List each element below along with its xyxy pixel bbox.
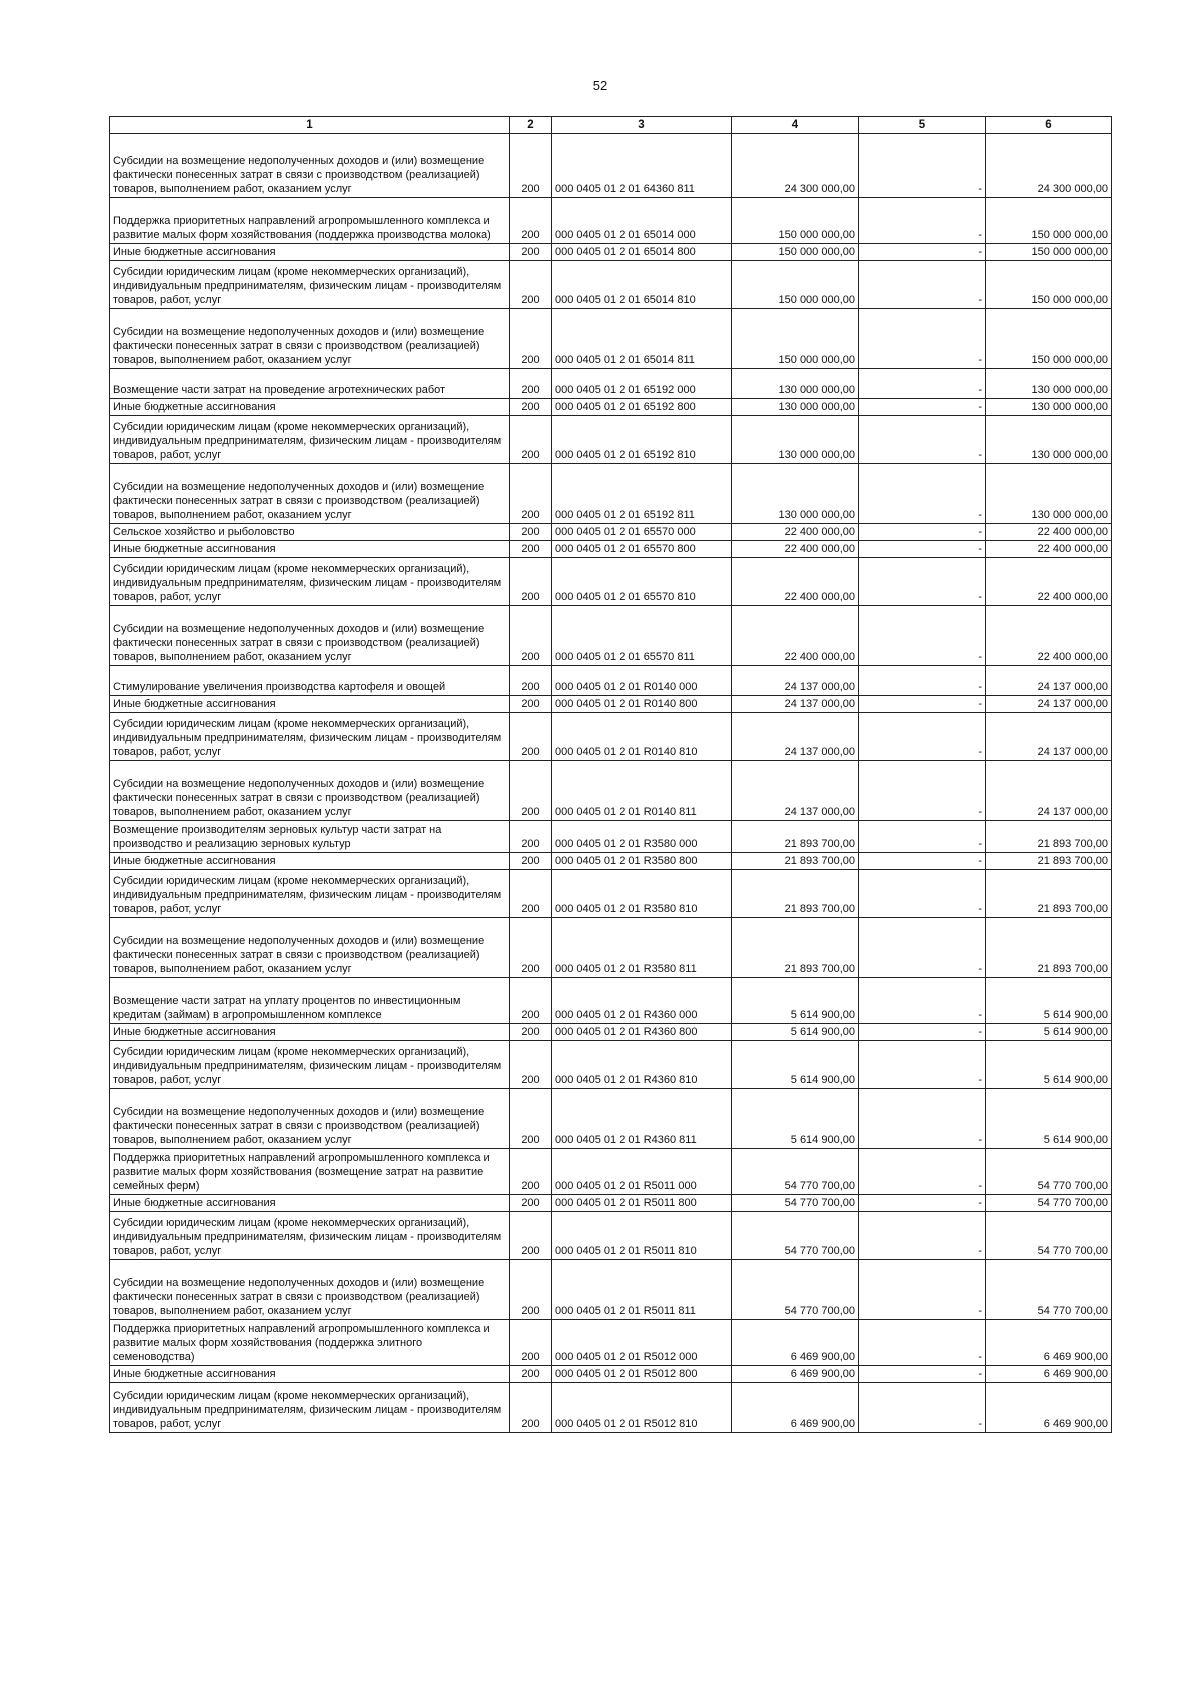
row-amount-col4: 22 400 000,00 bbox=[732, 524, 859, 541]
table-row bbox=[110, 198, 1112, 244]
row-classification-code: 000 0405 01 2 01 R5012 000 bbox=[552, 1320, 732, 1366]
row-amount-col6: 130 000 000,00 bbox=[986, 416, 1112, 464]
header-col-5: 5 bbox=[859, 117, 986, 134]
row-name: Субсидии юридическим лицам (кроме некоммерческих организаций), индивидуальным предпринимателям, физическим лицам - производителям товаров, работ, услуг bbox=[110, 1041, 510, 1089]
row-name: Субсидии на возмещение недополученных доходов и (или) возмещение фактически понесенных затрат в связи с производством (реализацией) товаров, выполнением работ, оказанием услуг bbox=[110, 309, 510, 369]
row-admin-code: 200 bbox=[510, 309, 552, 369]
table-row bbox=[110, 134, 1112, 198]
table-row bbox=[110, 870, 1112, 918]
row-name: Субсидии на возмещение недополученных доходов и (или) возмещение фактически понесенных затрат в связи с производством (реализацией) товаров, выполнением работ, оказанием услуг bbox=[110, 134, 510, 198]
row-amount-col6: 24 137 000,00 bbox=[986, 696, 1112, 713]
row-name: Иные бюджетные ассигнования bbox=[110, 244, 510, 261]
row-amount-col5: - bbox=[859, 134, 986, 198]
row-classification-code: 000 0405 01 2 01 65192 000 bbox=[552, 369, 732, 399]
row-classification-code: 000 0405 01 2 01 R3580 800 bbox=[552, 853, 732, 870]
table-row bbox=[110, 821, 1112, 853]
row-name: Поддержка приоритетных направлений агропромышленного комплекса и развитие малых форм хозяйствования (поддержка производства молока) bbox=[110, 198, 510, 244]
row-classification-code: 000 0405 01 2 01 R0140 811 bbox=[552, 761, 732, 821]
row-classification-code: 000 0405 01 2 01 R5011 800 bbox=[552, 1195, 732, 1212]
row-amount-col5: - bbox=[859, 369, 986, 399]
row-amount-col5: - bbox=[859, 918, 986, 978]
row-amount-col4: 130 000 000,00 bbox=[732, 464, 859, 524]
table-row bbox=[110, 978, 1112, 1024]
row-amount-col4: 21 893 700,00 bbox=[732, 870, 859, 918]
row-amount-col5: - bbox=[859, 821, 986, 853]
row-classification-code: 000 0405 01 2 01 R3580 000 bbox=[552, 821, 732, 853]
row-admin-code: 200 bbox=[510, 761, 552, 821]
row-admin-code: 200 bbox=[510, 1041, 552, 1089]
row-name: Субсидии юридическим лицам (кроме некоммерческих организаций), индивидуальным предпринимателям, физическим лицам - производителям товаров, работ, услуг bbox=[110, 1383, 510, 1433]
table-header-row bbox=[110, 117, 1112, 134]
row-admin-code: 200 bbox=[510, 821, 552, 853]
table-row bbox=[110, 369, 1112, 399]
row-admin-code: 200 bbox=[510, 1320, 552, 1366]
row-admin-code: 200 bbox=[510, 134, 552, 198]
row-classification-code: 000 0405 01 2 01 R3580 811 bbox=[552, 918, 732, 978]
row-amount-col5: - bbox=[859, 696, 986, 713]
header-col-4: 4 bbox=[732, 117, 859, 134]
row-amount-col5: - bbox=[859, 399, 986, 416]
table-row bbox=[110, 606, 1112, 666]
row-admin-code: 200 bbox=[510, 666, 552, 696]
row-classification-code: 000 0405 01 2 01 R4360 810 bbox=[552, 1041, 732, 1089]
row-amount-col5: - bbox=[859, 1366, 986, 1383]
header-col-6: 6 bbox=[986, 117, 1112, 134]
row-amount-col6: 5 614 900,00 bbox=[986, 1024, 1112, 1041]
row-amount-col6: 24 300 000,00 bbox=[986, 134, 1112, 198]
row-name: Субсидии юридическим лицам (кроме некоммерческих организаций), индивидуальным предпринимателям, физическим лицам - производителям товаров, работ, услуг bbox=[110, 416, 510, 464]
row-classification-code: 000 0405 01 2 01 64360 811 bbox=[552, 134, 732, 198]
row-admin-code: 200 bbox=[510, 399, 552, 416]
table-row bbox=[110, 1089, 1112, 1149]
row-admin-code: 200 bbox=[510, 541, 552, 558]
table-row bbox=[110, 713, 1112, 761]
row-amount-col5: - bbox=[859, 1260, 986, 1320]
row-amount-col6: 5 614 900,00 bbox=[986, 1041, 1112, 1089]
row-name: Субсидии на возмещение недополученных доходов и (или) возмещение фактически понесенных затрат в связи с производством (реализацией) товаров, выполнением работ, оказанием услуг bbox=[110, 1089, 510, 1149]
row-name: Возмещение производителям зерновых культур части затрат на производство и реализацию зерновых культур bbox=[110, 821, 510, 853]
row-amount-col5: - bbox=[859, 870, 986, 918]
table-row bbox=[110, 464, 1112, 524]
row-admin-code: 200 bbox=[510, 918, 552, 978]
header-col-1: 1 bbox=[110, 117, 510, 134]
table-row bbox=[110, 853, 1112, 870]
row-name: Субсидии на возмещение недополученных доходов и (или) возмещение фактически понесенных затрат в связи с производством (реализацией) товаров, выполнением работ, оказанием услуг bbox=[110, 606, 510, 666]
row-amount-col5: - bbox=[859, 309, 986, 369]
table-row bbox=[110, 1041, 1112, 1089]
budget-table bbox=[109, 116, 1112, 1433]
row-admin-code: 200 bbox=[510, 713, 552, 761]
row-amount-col5: - bbox=[859, 524, 986, 541]
row-amount-col6: 6 469 900,00 bbox=[986, 1383, 1112, 1433]
row-amount-col5: - bbox=[859, 198, 986, 244]
row-amount-col6: 54 770 700,00 bbox=[986, 1149, 1112, 1195]
row-classification-code: 000 0405 01 2 01 65570 800 bbox=[552, 541, 732, 558]
row-name: Субсидии юридическим лицам (кроме некоммерческих организаций), индивидуальным предпринимателям, физическим лицам - производителям товаров, работ, услуг bbox=[110, 870, 510, 918]
row-classification-code: 000 0405 01 2 01 R5011 810 bbox=[552, 1212, 732, 1260]
table-row bbox=[110, 558, 1112, 606]
row-amount-col4: 130 000 000,00 bbox=[732, 369, 859, 399]
row-name: Иные бюджетные ассигнования bbox=[110, 696, 510, 713]
row-admin-code: 200 bbox=[510, 978, 552, 1024]
row-amount-col5: - bbox=[859, 666, 986, 696]
row-name: Стимулирование увеличения производства картофеля и овощей bbox=[110, 666, 510, 696]
row-amount-col5: - bbox=[859, 244, 986, 261]
row-amount-col4: 5 614 900,00 bbox=[732, 978, 859, 1024]
table-body bbox=[110, 134, 1112, 1433]
table-row bbox=[110, 524, 1112, 541]
row-name: Иные бюджетные ассигнования bbox=[110, 1024, 510, 1041]
row-name: Иные бюджетные ассигнования bbox=[110, 1195, 510, 1212]
row-classification-code: 000 0405 01 2 01 65192 800 bbox=[552, 399, 732, 416]
row-amount-col6: 6 469 900,00 bbox=[986, 1366, 1112, 1383]
row-admin-code: 200 bbox=[510, 1024, 552, 1041]
row-amount-col5: - bbox=[859, 558, 986, 606]
row-classification-code: 000 0405 01 2 01 65570 811 bbox=[552, 606, 732, 666]
table-row bbox=[110, 696, 1112, 713]
row-amount-col6: 21 893 700,00 bbox=[986, 870, 1112, 918]
row-name: Субсидии юридическим лицам (кроме некоммерческих организаций), индивидуальным предпринимателям, физическим лицам - производителям товаров, работ, услуг bbox=[110, 713, 510, 761]
row-classification-code: 000 0405 01 2 01 R5011 000 bbox=[552, 1149, 732, 1195]
row-amount-col6: 22 400 000,00 bbox=[986, 524, 1112, 541]
table-row bbox=[110, 261, 1112, 309]
row-name: Поддержка приоритетных направлений агропромышленного комплекса и развитие малых форм хозяйствования (поддержка элитного семеноводства) bbox=[110, 1320, 510, 1366]
row-amount-col5: - bbox=[859, 541, 986, 558]
row-amount-col5: - bbox=[859, 1024, 986, 1041]
row-amount-col6: 54 770 700,00 bbox=[986, 1195, 1112, 1212]
row-amount-col6: 54 770 700,00 bbox=[986, 1212, 1112, 1260]
row-classification-code: 000 0405 01 2 01 R5011 811 bbox=[552, 1260, 732, 1320]
table-row bbox=[110, 1195, 1112, 1212]
row-name: Иные бюджетные ассигнования bbox=[110, 1366, 510, 1383]
table-row bbox=[110, 918, 1112, 978]
row-amount-col6: 21 893 700,00 bbox=[986, 853, 1112, 870]
row-classification-code: 000 0405 01 2 01 R4360 000 bbox=[552, 978, 732, 1024]
row-classification-code: 000 0405 01 2 01 R0140 810 bbox=[552, 713, 732, 761]
row-classification-code: 000 0405 01 2 01 65014 800 bbox=[552, 244, 732, 261]
row-admin-code: 200 bbox=[510, 606, 552, 666]
row-amount-col4: 5 614 900,00 bbox=[732, 1024, 859, 1041]
row-amount-col5: - bbox=[859, 713, 986, 761]
row-amount-col5: - bbox=[859, 606, 986, 666]
row-amount-col6: 54 770 700,00 bbox=[986, 1260, 1112, 1320]
row-amount-col6: 150 000 000,00 bbox=[986, 244, 1112, 261]
row-amount-col6: 21 893 700,00 bbox=[986, 918, 1112, 978]
row-classification-code: 000 0405 01 2 01 R0140 000 bbox=[552, 666, 732, 696]
row-amount-col6: 130 000 000,00 bbox=[986, 369, 1112, 399]
row-admin-code: 200 bbox=[510, 870, 552, 918]
table-row bbox=[110, 541, 1112, 558]
row-admin-code: 200 bbox=[510, 244, 552, 261]
row-amount-col5: - bbox=[859, 464, 986, 524]
row-amount-col6: 130 000 000,00 bbox=[986, 464, 1112, 524]
table-row bbox=[110, 1320, 1112, 1366]
table-row bbox=[110, 399, 1112, 416]
row-classification-code: 000 0405 01 2 01 R4360 811 bbox=[552, 1089, 732, 1149]
row-name: Поддержка приоритетных направлений агропромышленного комплекса и развитие малых форм хозяйствования (возмещение затрат на развитие семейных ферм) bbox=[110, 1149, 510, 1195]
row-classification-code: 000 0405 01 2 01 65192 810 bbox=[552, 416, 732, 464]
row-name: Иные бюджетные ассигнования bbox=[110, 853, 510, 870]
table-row bbox=[110, 309, 1112, 369]
row-name: Субсидии юридическим лицам (кроме некоммерческих организаций), индивидуальным предпринимателям, физическим лицам - производителям товаров, работ, услуг bbox=[110, 261, 510, 309]
row-amount-col4: 21 893 700,00 bbox=[732, 821, 859, 853]
row-amount-col4: 150 000 000,00 bbox=[732, 309, 859, 369]
row-amount-col6: 5 614 900,00 bbox=[986, 1089, 1112, 1149]
row-amount-col4: 24 137 000,00 bbox=[732, 713, 859, 761]
row-amount-col4: 24 137 000,00 bbox=[732, 696, 859, 713]
row-admin-code: 200 bbox=[510, 416, 552, 464]
table-row bbox=[110, 416, 1112, 464]
row-amount-col6: 24 137 000,00 bbox=[986, 666, 1112, 696]
row-name: Возмещение части затрат на проведение агротехнических работ bbox=[110, 369, 510, 399]
row-amount-col5: - bbox=[859, 1195, 986, 1212]
row-classification-code: 000 0405 01 2 01 65570 810 bbox=[552, 558, 732, 606]
table-row bbox=[110, 666, 1112, 696]
row-amount-col5: - bbox=[859, 978, 986, 1024]
page-number: 52 bbox=[592, 78, 608, 93]
table-row bbox=[110, 1149, 1112, 1195]
row-amount-col6: 150 000 000,00 bbox=[986, 198, 1112, 244]
row-admin-code: 200 bbox=[510, 369, 552, 399]
row-amount-col5: - bbox=[859, 1212, 986, 1260]
row-classification-code: 000 0405 01 2 01 R4360 800 bbox=[552, 1024, 732, 1041]
row-amount-col5: - bbox=[859, 1149, 986, 1195]
row-amount-col4: 150 000 000,00 bbox=[732, 244, 859, 261]
row-admin-code: 200 bbox=[510, 1089, 552, 1149]
row-name: Субсидии юридическим лицам (кроме некоммерческих организаций), индивидуальным предпринимателям, физическим лицам - производителям товаров, работ, услуг bbox=[110, 1212, 510, 1260]
row-name: Субсидии на возмещение недополученных доходов и (или) возмещение фактически понесенных затрат в связи с производством (реализацией) товаров, выполнением работ, оказанием услуг bbox=[110, 464, 510, 524]
row-name: Субсидии юридическим лицам (кроме некоммерческих организаций), индивидуальным предпринимателям, физическим лицам - производителям товаров, работ, услуг bbox=[110, 558, 510, 606]
table-row bbox=[110, 1366, 1112, 1383]
row-admin-code: 200 bbox=[510, 198, 552, 244]
row-amount-col4: 54 770 700,00 bbox=[732, 1195, 859, 1212]
row-amount-col5: - bbox=[859, 1089, 986, 1149]
row-classification-code: 000 0405 01 2 01 R5012 810 bbox=[552, 1383, 732, 1433]
row-amount-col6: 22 400 000,00 bbox=[986, 541, 1112, 558]
row-admin-code: 200 bbox=[510, 853, 552, 870]
row-classification-code: 000 0405 01 2 01 R5012 800 bbox=[552, 1366, 732, 1383]
row-amount-col4: 150 000 000,00 bbox=[732, 198, 859, 244]
row-amount-col4: 54 770 700,00 bbox=[732, 1149, 859, 1195]
row-classification-code: 000 0405 01 2 01 65014 000 bbox=[552, 198, 732, 244]
header-col-3: 3 bbox=[552, 117, 732, 134]
row-amount-col6: 6 469 900,00 bbox=[986, 1320, 1112, 1366]
row-amount-col5: - bbox=[859, 853, 986, 870]
table-row bbox=[110, 244, 1112, 261]
row-amount-col4: 21 893 700,00 bbox=[732, 853, 859, 870]
row-name: Субсидии на возмещение недополученных доходов и (или) возмещение фактически понесенных затрат в связи с производством (реализацией) товаров, выполнением работ, оказанием услуг bbox=[110, 761, 510, 821]
row-amount-col6: 130 000 000,00 bbox=[986, 399, 1112, 416]
row-name: Иные бюджетные ассигнования bbox=[110, 541, 510, 558]
row-amount-col4: 24 137 000,00 bbox=[732, 761, 859, 821]
row-admin-code: 200 bbox=[510, 524, 552, 541]
row-admin-code: 200 bbox=[510, 1212, 552, 1260]
row-amount-col6: 24 137 000,00 bbox=[986, 761, 1112, 821]
table-row bbox=[110, 761, 1112, 821]
row-classification-code: 000 0405 01 2 01 R3580 810 bbox=[552, 870, 732, 918]
row-amount-col6: 24 137 000,00 bbox=[986, 713, 1112, 761]
row-amount-col4: 130 000 000,00 bbox=[732, 416, 859, 464]
row-amount-col4: 22 400 000,00 bbox=[732, 558, 859, 606]
row-amount-col5: - bbox=[859, 1041, 986, 1089]
row-admin-code: 200 bbox=[510, 1195, 552, 1212]
row-amount-col5: - bbox=[859, 261, 986, 309]
row-amount-col5: - bbox=[859, 1320, 986, 1366]
row-amount-col4: 24 137 000,00 bbox=[732, 666, 859, 696]
row-amount-col4: 54 770 700,00 bbox=[732, 1212, 859, 1260]
table-row bbox=[110, 1212, 1112, 1260]
header-col-2: 2 bbox=[510, 117, 552, 134]
row-admin-code: 200 bbox=[510, 558, 552, 606]
row-name: Возмещение части затрат на уплату процентов по инвестиционным кредитам (займам) в агропромышленном комплексе bbox=[110, 978, 510, 1024]
row-amount-col5: - bbox=[859, 761, 986, 821]
row-name: Субсидии на возмещение недополученных доходов и (или) возмещение фактически понесенных затрат в связи с производством (реализацией) товаров, выполнением работ, оказанием услуг bbox=[110, 1260, 510, 1320]
row-classification-code: 000 0405 01 2 01 R0140 800 bbox=[552, 696, 732, 713]
row-amount-col6: 150 000 000,00 bbox=[986, 261, 1112, 309]
row-admin-code: 200 bbox=[510, 464, 552, 524]
row-amount-col4: 54 770 700,00 bbox=[732, 1260, 859, 1320]
row-name: Иные бюджетные ассигнования bbox=[110, 399, 510, 416]
row-amount-col4: 130 000 000,00 bbox=[732, 399, 859, 416]
row-admin-code: 200 bbox=[510, 261, 552, 309]
row-amount-col4: 5 614 900,00 bbox=[732, 1089, 859, 1149]
row-amount-col6: 22 400 000,00 bbox=[986, 606, 1112, 666]
row-amount-col6: 150 000 000,00 bbox=[986, 309, 1112, 369]
table-row bbox=[110, 1024, 1112, 1041]
row-amount-col4: 6 469 900,00 bbox=[732, 1383, 859, 1433]
row-admin-code: 200 bbox=[510, 1366, 552, 1383]
row-amount-col4: 24 300 000,00 bbox=[732, 134, 859, 198]
row-classification-code: 000 0405 01 2 01 65192 811 bbox=[552, 464, 732, 524]
row-amount-col6: 22 400 000,00 bbox=[986, 558, 1112, 606]
row-amount-col4: 150 000 000,00 bbox=[732, 261, 859, 309]
row-amount-col4: 22 400 000,00 bbox=[732, 606, 859, 666]
row-amount-col4: 22 400 000,00 bbox=[732, 541, 859, 558]
row-admin-code: 200 bbox=[510, 1260, 552, 1320]
row-name: Сельское хозяйство и рыболовство bbox=[110, 524, 510, 541]
row-amount-col4: 5 614 900,00 bbox=[732, 1041, 859, 1089]
row-admin-code: 200 bbox=[510, 1149, 552, 1195]
row-amount-col6: 5 614 900,00 bbox=[986, 978, 1112, 1024]
row-amount-col4: 21 893 700,00 bbox=[732, 918, 859, 978]
row-classification-code: 000 0405 01 2 01 65570 000 bbox=[552, 524, 732, 541]
row-classification-code: 000 0405 01 2 01 65014 810 bbox=[552, 261, 732, 309]
row-name: Субсидии на возмещение недополученных доходов и (или) возмещение фактически понесенных затрат в связи с производством (реализацией) товаров, выполнением работ, оказанием услуг bbox=[110, 918, 510, 978]
row-amount-col5: - bbox=[859, 1383, 986, 1433]
table-row bbox=[110, 1383, 1112, 1433]
row-admin-code: 200 bbox=[510, 1383, 552, 1433]
row-admin-code: 200 bbox=[510, 696, 552, 713]
table-row bbox=[110, 1260, 1112, 1320]
row-classification-code: 000 0405 01 2 01 65014 811 bbox=[552, 309, 732, 369]
row-amount-col6: 21 893 700,00 bbox=[986, 821, 1112, 853]
row-amount-col4: 6 469 900,00 bbox=[732, 1366, 859, 1383]
row-amount-col4: 6 469 900,00 bbox=[732, 1320, 859, 1366]
row-amount-col5: - bbox=[859, 416, 986, 464]
